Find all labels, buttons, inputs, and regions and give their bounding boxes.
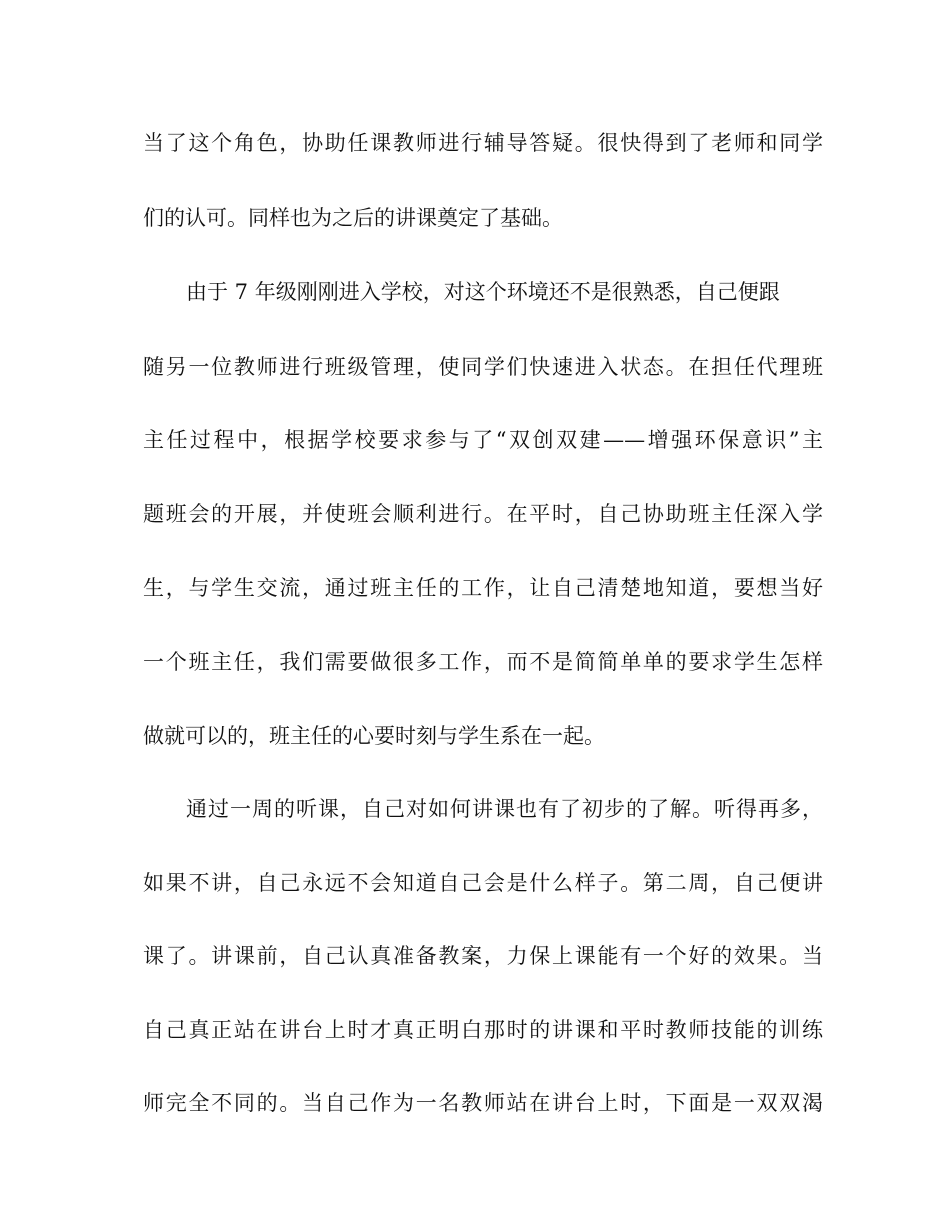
text-line: 们的认可。同样也为之后的讲课奠定了基础。 — [143, 206, 563, 230]
text-line: 一个班主任，我们需要做很多工作，而不是简简单单的要求学生怎样 — [143, 650, 823, 674]
text-line: 师完全不同的。当自己作为一名教师站在讲台上时，下面是一双双渴 — [143, 1091, 823, 1115]
text-line: 随另一位教师进行班级管理，使同学们快速进入状态。在担任代理班 — [143, 355, 823, 379]
text-line: 题班会的开展，并使班会顺利进行。在平时，自己协助班主任深入学 — [143, 502, 823, 526]
paragraph-start-line: 由于 7 年级刚刚进入学校，对这个环境还不是很熟悉，自己便跟 — [186, 280, 780, 304]
text-line: 如果不讲，自己永远不会知道自己会是什么样子。第二周，自己便讲 — [143, 871, 823, 895]
text-line: 做就可以的，班主任的心要时刻与学生系在一起。 — [143, 724, 605, 748]
text-line: 自己真正站在讲台上时才真正明白那时的讲课和平时教师技能的训练 — [143, 1018, 823, 1042]
text-line: 主任过程中，根据学校要求参与了“双创双建——增强环保意识”主 — [143, 428, 823, 452]
text-line: 生，与学生交流，通过班主任的工作，让自己清楚地知道，要想当好 — [143, 576, 823, 600]
text-line: 课了。讲课前，自己认真准备教案，力保上课能有一个好的效果。当 — [143, 944, 823, 968]
paragraph-start-line: 通过一周的听课，自己对如何讲课也有了初步的了解。听得再多， — [186, 797, 823, 821]
text-line: 当了这个角色，协助任课教师进行辅导答疑。很快得到了老师和同学 — [143, 131, 823, 155]
